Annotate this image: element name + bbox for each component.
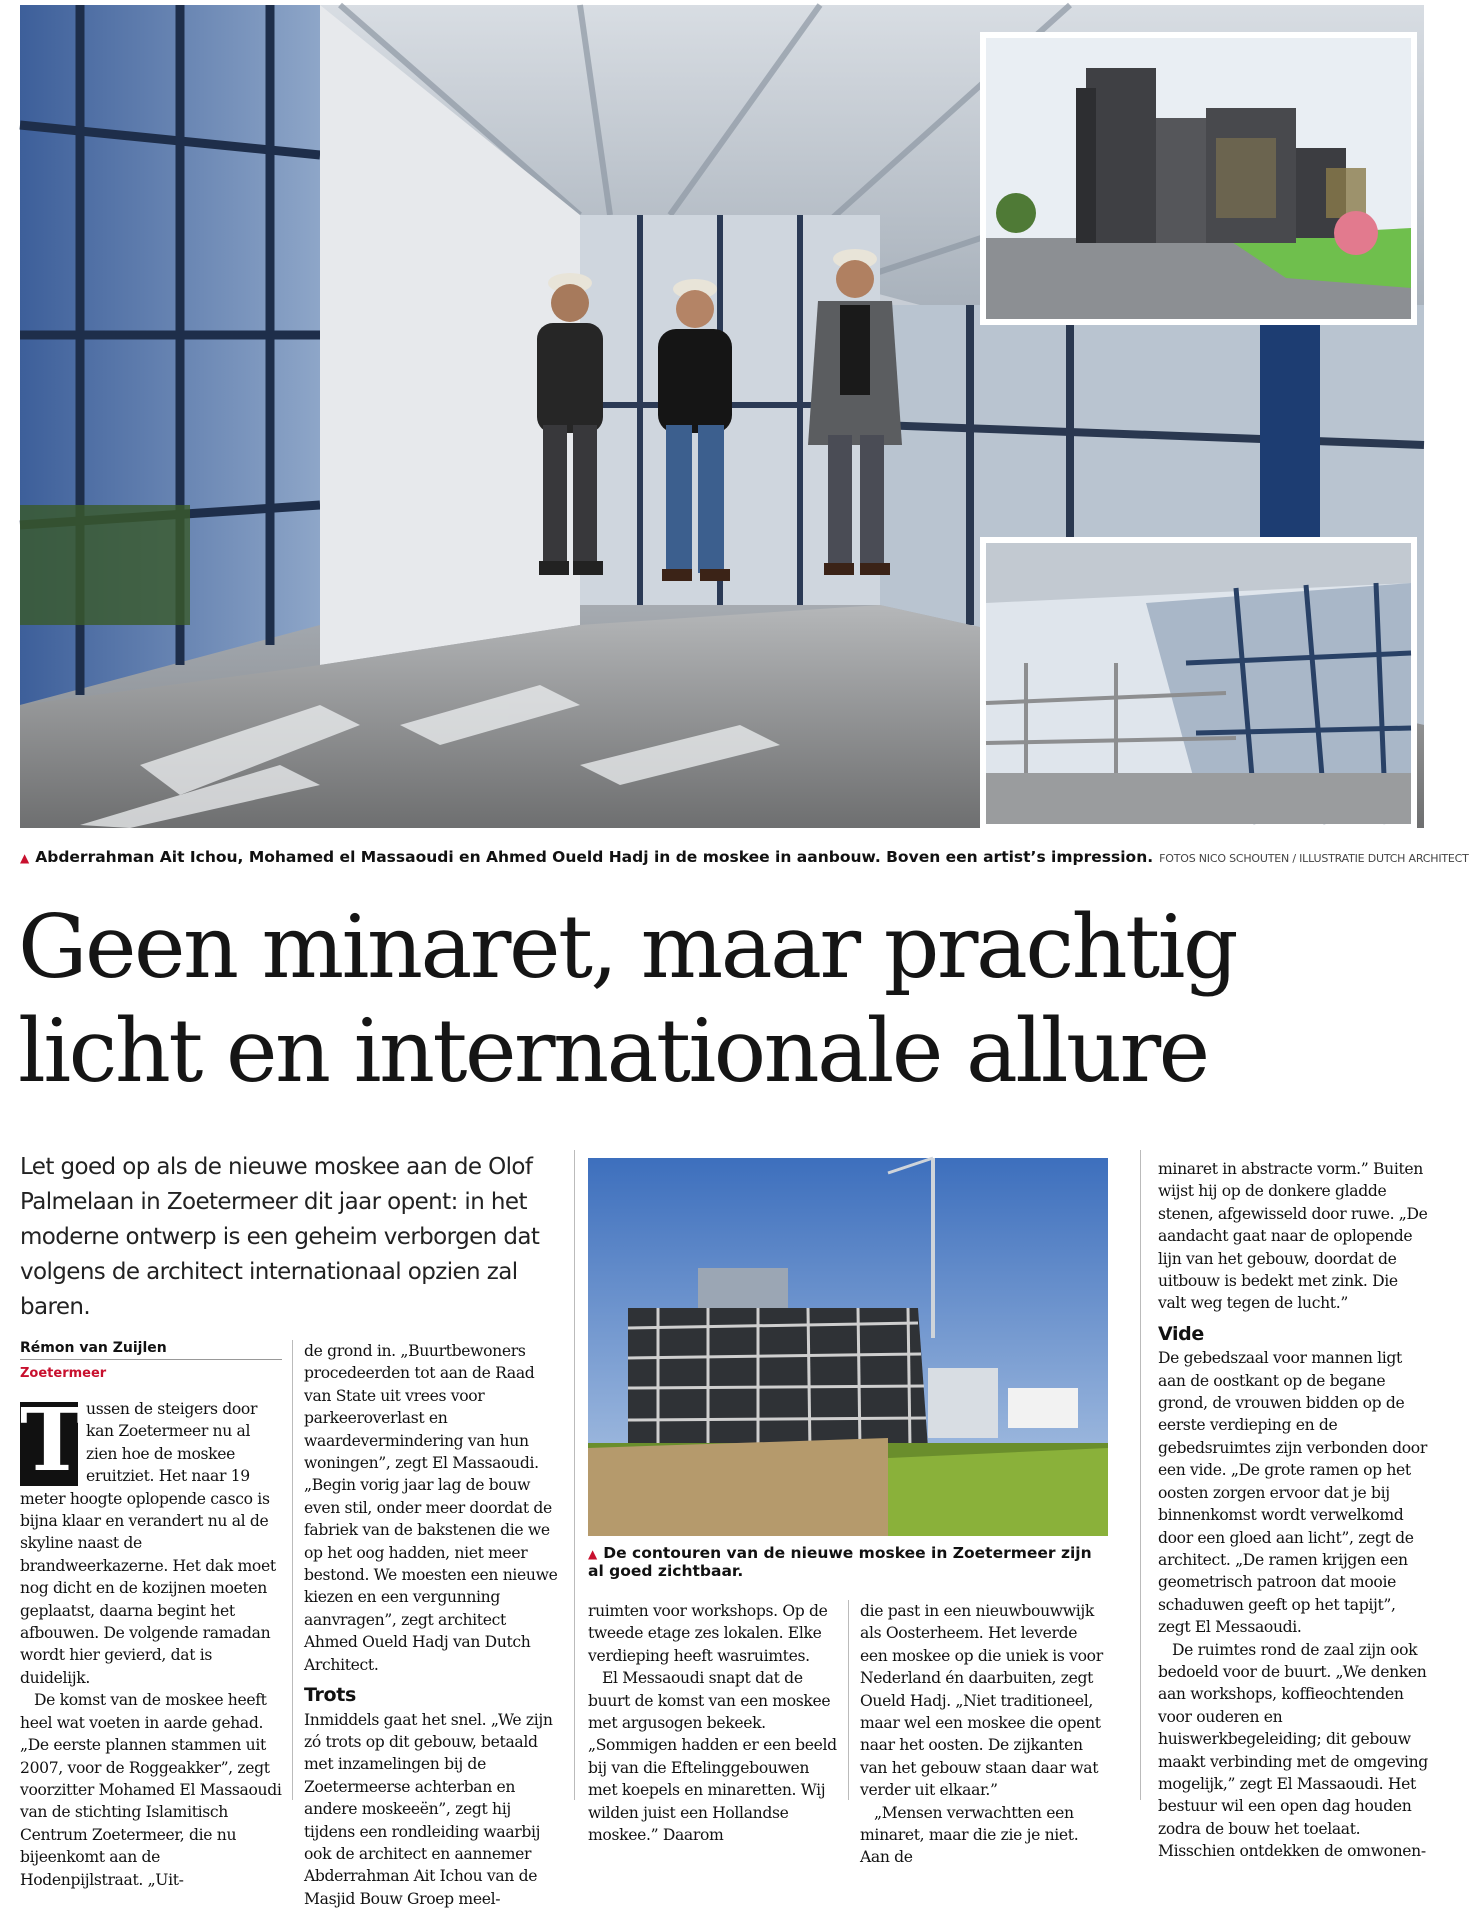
paragraph: Inmiddels gaat het snel. „We zijn zó trots op dit gebouw, betaald met inzamelingen bij de Zoetermeerse achterban en andere moskeeën”, zegt hij tijdens een rondleiding waarbij ook de architect en aannemer Abderrahman Ait Ichou van de Masjid Bouw Groep meel- bbox=[304, 1709, 562, 1910]
paragraph: ruimten voor workshops. Op de tweede etage zes lokalen. Elke verdieping heeft wasruimtes. bbox=[588, 1600, 838, 1667]
article-column-1 bbox=[20, 1398, 282, 1800]
paragraph: De komst van de moskee heeft heel wat voeten in aarde gehad. „De eerste plannen stammen uit 2007, voor de Roggeakker”, zegt voorzitter Mohamed El Massaoudi van de stichting Islamitisch Centrum Zoetermeer, die nu bijeenkomt aan de Hodenpijlstraat. „Uit- bbox=[20, 1689, 282, 1891]
paragraph: De gebedszaal voor mannen ligt aan de oostkant op de begane grond, de vrouwen bidden op de eerste verdieping en de gebedsruimtes zijn verbonden door een vide. „De grote ramen op het oosten zorgen ervoor dat je bij binnenkomst wordt verwelkomd door een gloed aan licht”, zegt de architect. „De ramen krijgen een geometrisch patroon dat mooie schaduwen geeft op het tapijt”, zegt El Messaoudi. bbox=[1158, 1347, 1428, 1638]
headline bbox=[18, 895, 1428, 1103]
mosque-render-illustration bbox=[986, 38, 1411, 319]
subheading-vide: Vide bbox=[1158, 1323, 1428, 1345]
article-column-5 bbox=[1158, 1158, 1428, 1800]
caption-triangle-icon: ▲ bbox=[588, 1547, 597, 1561]
article-column-4 bbox=[860, 1600, 1108, 1800]
dateline-city: Zoetermeer bbox=[20, 1366, 106, 1381]
paragraph: de grond in. „Buurtbewoners procedeerden tot aan de Raad van State uit vrees voor parkeeroverlast en waardevermindering van hun woningen”, zegt El Massaoudi. „Begin vorig jaar lag de bouw even stil, onder meer doordat de fabriek van de bakstenen die we op het oog hadden, niet meer bestond. We moesten een nieuwe kiezen en een vergunning aanvragen”, zegt architect Ahmed Oueld Hadj van Dutch Architect. bbox=[304, 1340, 562, 1676]
artist-impression-inset bbox=[980, 32, 1417, 325]
paragraph: De ruimtes rond de zaal zijn ook bedoeld voor de buurt. „We denken aan workshops, koffieochtenden voor ouderen en huiswerkbegeleiding; dit gebouw maakt verbinding met de omgeving mogelijk,” zegt El Massaoudi. Het bestuur wil een open dag houden zodra de bouw het toelaat. Misschien ontdekken de omwonen- bbox=[1158, 1639, 1428, 1863]
mosque-construction-illustration bbox=[588, 1158, 1108, 1536]
headline-line-1: Geen minaret, maar prachtig bbox=[18, 896, 1236, 998]
article-column-3 bbox=[588, 1600, 838, 1800]
paragraph: El Messaoudi snapt dat de buurt de komst van een moskee met argusogen bekeek. „Sommigen hadden er een beeld bij van die Eftelinggebouwen met koepels en minaretten. Wij wilden juist een Hollandse moskee.” Daarom bbox=[588, 1667, 838, 1846]
photo-credit: FOTOS NICO SCHOUTEN / ILLUSTRATIE DUTCH ARCHITECT bbox=[1159, 852, 1469, 865]
paragraph: „Mensen verwachtten een minaret, maar die zie je niet. Aan de bbox=[860, 1802, 1108, 1869]
photo-caption bbox=[20, 848, 1424, 866]
paragraph: minaret in abstracte vorm.” Buiten wijst hij op de donkere gladde stenen, afgewisseld door ruwe. „De aandacht gaat naar de oplopende lijn van het gebouw, doordat de uitbouw is bedekt met zink. Die valt weg tegen de lucht.” bbox=[1158, 1158, 1428, 1315]
hero-photo bbox=[20, 5, 1424, 828]
subheading-trots: Trots bbox=[304, 1684, 562, 1706]
column-divider bbox=[848, 1600, 849, 1800]
paragraph: ussen de steigers door kan Zoetermeer nu al zien hoe de moskee eruitziet. Het naar 19 meter hoogte oplopende casco is bijna klaar en verandert nu al de skyline naast de brandweerkazerne. Het dak moet nog dicht en de kozijnen moeten geplaatst, daarna begint het afbouwen. De volgende ramadan wordt hier gevierd, dat is duidelijk. bbox=[20, 1398, 282, 1689]
construction-site-photo bbox=[588, 1158, 1108, 1536]
column-divider bbox=[574, 1150, 575, 1800]
paragraph: die past in een nieuwbouwwijk als Oosterheem. Het leverde een moskee op die uniek is voor Nederland én daarbuiten, zegt Oueld Hadj. „Niet traditioneel, maar wel een moskee die opent naar het oosten. De zijkanten van het gebouw staan daar wat verder uit elkaar.” bbox=[860, 1600, 1108, 1802]
column-divider bbox=[292, 1340, 293, 1800]
intro-lead: Let goed op als de nieuwe moskee aan de Olof Palmelaan in Zoetermeer dit jaar opent: in het moderne ontwerp is een geheim verborgen dat volgens de architect internationaal opzien zal baren. bbox=[20, 1150, 570, 1325]
headline-line-2: licht en internationale allure bbox=[18, 1000, 1208, 1102]
column-divider bbox=[1140, 1150, 1141, 1800]
interior-inset bbox=[980, 537, 1417, 830]
article-column-2 bbox=[304, 1340, 562, 1800]
drop-cap: T bbox=[20, 1402, 78, 1486]
caption-triangle-icon: ▲ bbox=[20, 851, 29, 865]
mid-photo-caption bbox=[588, 1544, 1108, 1580]
scaffold-interior-illustration bbox=[986, 543, 1411, 824]
byline: Rémon van Zuijlen bbox=[20, 1340, 282, 1360]
photo-caption-text: Abderrahman Ait Ichou, Mohamed el Massaoudi en Ahmed Oueld Hadj in de moskee in aanbouw. Boven een artist’s impression. bbox=[35, 848, 1153, 866]
mid-photo-caption-text: De contouren van de nieuwe moskee in Zoetermeer zijn al goed zichtbaar. bbox=[588, 1544, 1092, 1580]
